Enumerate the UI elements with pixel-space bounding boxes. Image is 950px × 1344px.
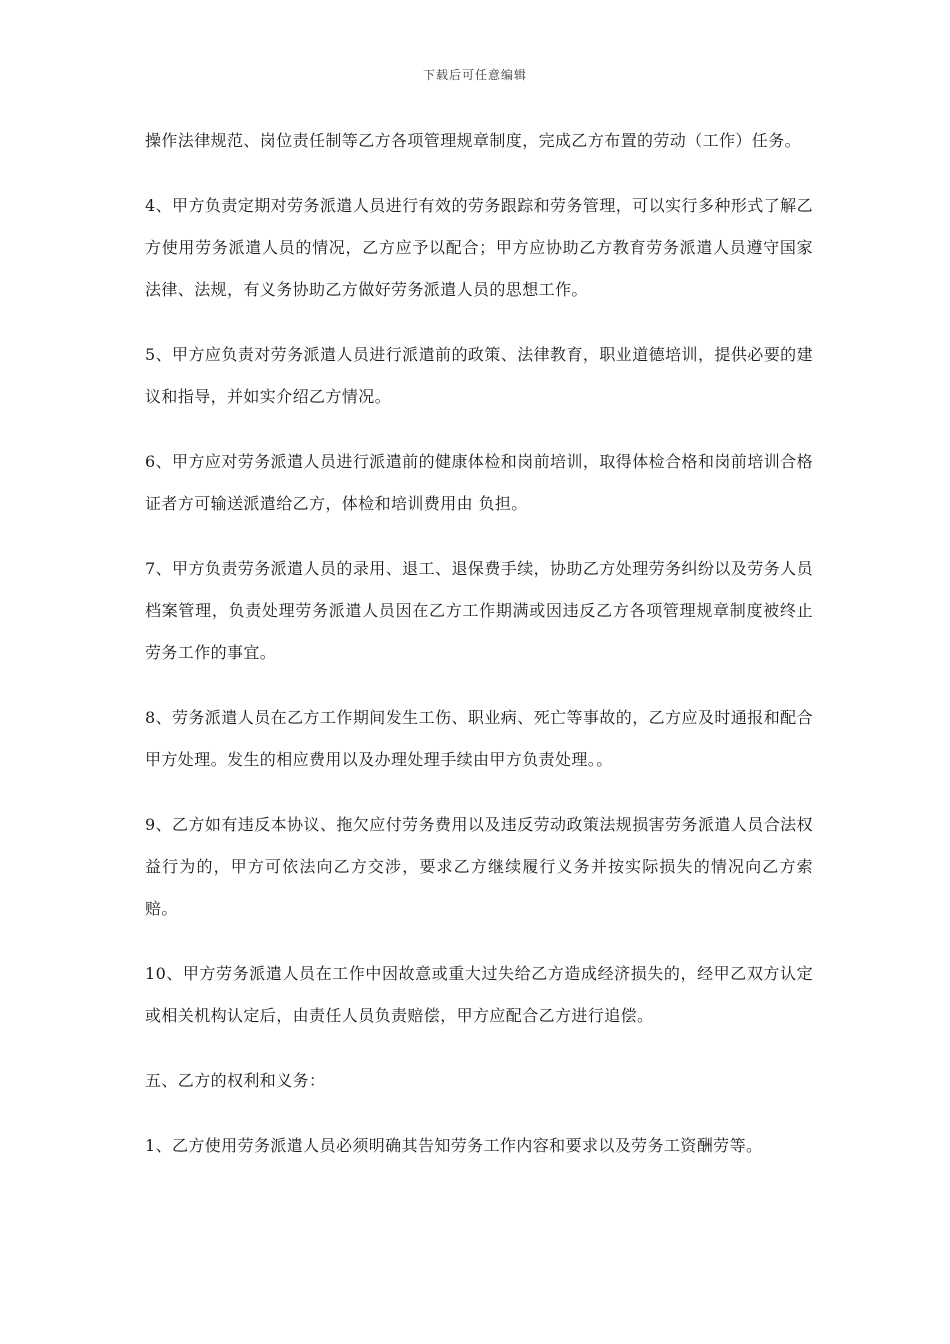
paragraph-item-4: 4、甲方负责定期对劳务派遣人员进行有效的劳务跟踪和劳务管理，可以实行多种形式了解乙方使用劳务派遣人员的情况，乙方应予以配合；甲方应协助乙方教育劳务派遣人员遵守国家法律、法规，有义务协助乙方做好劳务派遣人员的思想工作。 xyxy=(145,196,813,299)
section-heading-5: 五、乙方的权利和义务： xyxy=(145,1071,326,1090)
paragraph-item-10: 10、甲方劳务派遣人员在工作中因故意或重大过失给乙方造成经济损失的，经甲乙双方认定或相关机构认定后，由责任人员负责赔偿，甲方应配合乙方进行追偿。 xyxy=(145,964,813,1025)
paragraph-item-7: 7、甲方负责劳务派遣人员的录用、退工、退保费手续，协助乙方处理劳务纠纷以及劳务人员档案管理，负责处理劳务派遣人员因在乙方工作期满或因违反乙方各项管理规章制度被终止劳务工作的事宜。 xyxy=(145,559,813,662)
document-body xyxy=(145,120,813,1190)
paragraph-item-8: 8、劳务派遣人员在乙方工作期间发生工伤、职业病、死亡等事故的，乙方应及时通报和配合甲方处理。发生的相应费用以及办理处理手续由甲方负责处理。。 xyxy=(145,708,813,769)
paragraph-section5-item-1: 1、乙方使用劳务派遣人员必须明确其告知劳务工作内容和要求以及劳务工资酬劳等。 xyxy=(145,1136,763,1155)
paragraph-item-9: 9、乙方如有违反本协议、拖欠应付劳务费用以及违反劳动政策法规损害劳务派遣人员合法权益行为的，甲方可依法向乙方交涉，要求乙方继续履行义务并按实际损失的情况向乙方索赔。 xyxy=(145,815,813,918)
header-note: 下载后可任意编辑 xyxy=(422,68,527,82)
paragraph-item-6: 6、甲方应对劳务派遣人员进行派遣前的健康体检和岗前培训，取得体检合格和岗前培训合格证者方可输送派遣给乙方，体检和培训费用由 负担。 xyxy=(145,452,813,513)
paragraph-continuation: 操作法律规范、岗位责任制等乙方各项管理规章制度，完成乙方布置的劳动（工作）任务。 xyxy=(145,131,802,150)
paragraph-item-5: 5、甲方应负责对劳务派遣人员进行派遣前的政策、法律教育，职业道德培训，提供必要的建议和指导，并如实介绍乙方情况。 xyxy=(145,345,813,406)
